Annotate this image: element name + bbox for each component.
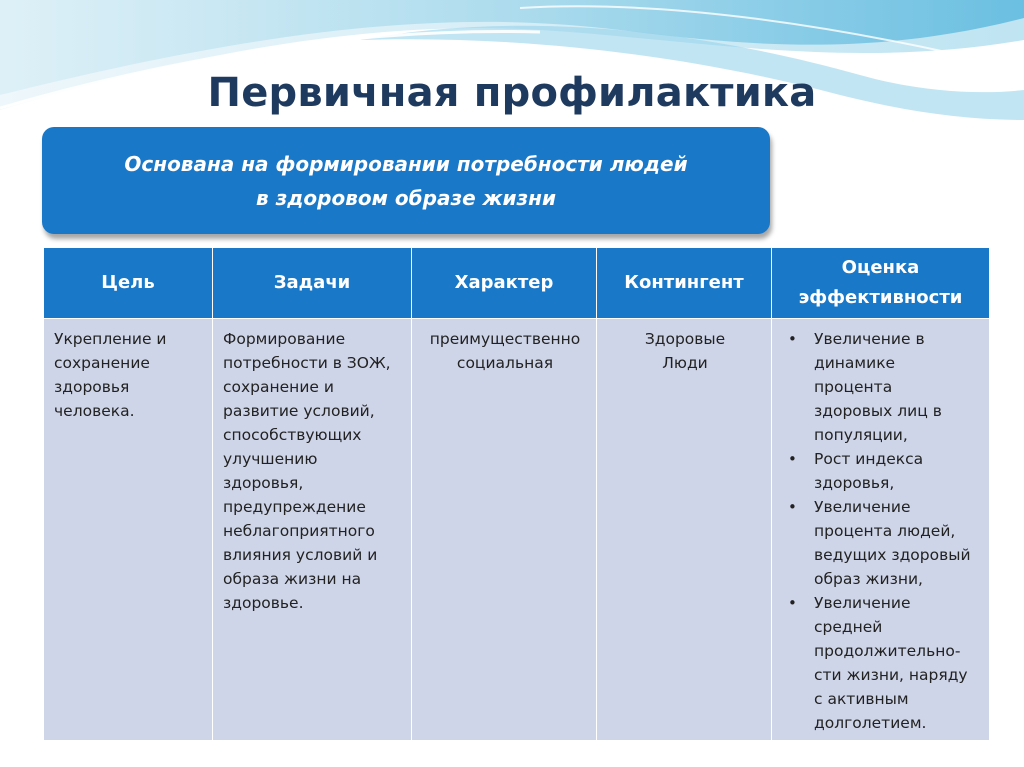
list-item: • Увеличение средней продолжительно- сти жизни, наряду с активным долголетием.: [782, 591, 981, 735]
list-item: • Увеличение в динамике процента здоровых лиц в популяции,: [782, 327, 981, 447]
header-contingent: Контингент: [597, 248, 772, 319]
table-row: [44, 319, 990, 741]
header-evaluation: Оценка эффективности: [772, 248, 990, 319]
list-item: • Рост индекса здоровья,: [782, 447, 981, 495]
header-character: Характер: [412, 248, 597, 319]
contingent-text: Здоровые Люди: [644, 330, 726, 372]
cell-tasks: [213, 319, 412, 741]
cell-contingent: [597, 319, 772, 741]
tasks-text: Формирование потребности в ЗОЖ, сохранение и развитие условий, способствующих улучшению здоровья, предупреждение неблагоприятного влияния условий и образа жизни на здоровье.: [223, 330, 391, 612]
evaluation-list: [782, 327, 981, 735]
cell-character: [412, 319, 597, 741]
header-goal: Цель: [44, 248, 213, 319]
table-header-row: [44, 248, 990, 319]
banner-line-1: Основана на формировании потребности людей: [124, 151, 688, 176]
definition-banner: [42, 127, 770, 234]
goal-text: Укрепление и сохранение здоровья человека.: [54, 330, 167, 420]
prevention-table: [43, 247, 990, 741]
list-item: • Увеличение процента людей, ведущих здоровый образ жизни,: [782, 495, 981, 591]
slide-title: Первичная профилактика: [207, 70, 817, 116]
character-text: преимущественно социальная: [429, 330, 581, 372]
cell-evaluation: [772, 319, 990, 741]
cell-goal: [44, 319, 213, 741]
header-tasks: Задачи: [213, 248, 412, 319]
banner-line-2: в здоровом образе жизни: [256, 185, 556, 210]
